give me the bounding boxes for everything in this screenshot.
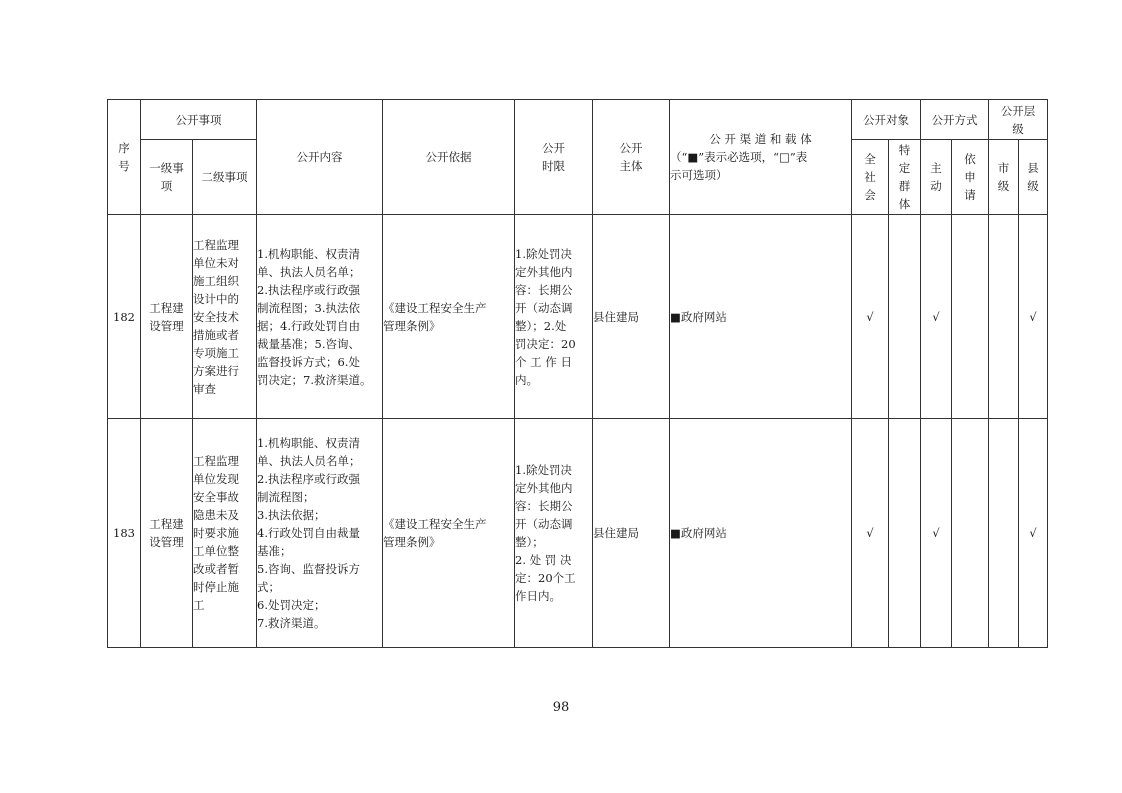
row-channel: ■政府网站 xyxy=(670,215,852,419)
row-level1: 工程建 设管理 xyxy=(141,419,193,648)
header-basis: 公开依据 xyxy=(383,100,515,215)
row-content: 1.机构职能、权责清 单、执法人员名单； 2.执法程序或行政强 制流程图；3.执法依 据；4.行政处罚自由 裁量基准；5.咨询、 监督投诉方式；6.处 罚决定；7.救济渠道。 xyxy=(257,215,383,419)
row-basis: 《建设工程安全生产 管理条例》 xyxy=(383,419,515,648)
header-method-group: 公开方式 xyxy=(921,100,989,140)
header-channel-line1: 公 开 渠 道 和 载 体 xyxy=(709,132,812,146)
header-level-city: 市 级 xyxy=(989,140,1019,215)
header-method-request: 依 申 请 xyxy=(952,140,989,215)
header-audience-all: 全 社 会 xyxy=(852,140,889,215)
row-method-active: √ xyxy=(921,419,952,648)
row-level1: 工程建 设管理 xyxy=(141,215,193,419)
row-method-active: √ xyxy=(921,215,952,419)
row-audience-specific xyxy=(889,215,921,419)
row-level-county: √ xyxy=(1019,215,1048,419)
header-time-limit: 公开 时限 xyxy=(515,100,593,215)
header-level1: 一级事 项 xyxy=(141,140,193,215)
table-row xyxy=(108,419,1048,648)
header-level2: 二级事项 xyxy=(193,140,257,215)
header-method-active: 主 动 xyxy=(921,140,952,215)
row-method-request xyxy=(952,215,989,419)
row-level2: 工程监理 单位发现 安全事故 隐患未及 时要求施 工单位整 改或者暂 时停止施 工 xyxy=(193,419,257,648)
header-seq: 序 号 xyxy=(108,100,141,215)
header-channel xyxy=(670,100,852,215)
page-number: 98 xyxy=(552,700,570,715)
row-basis: 《建设工程安全生产 管理条例》 xyxy=(383,215,515,419)
table-row xyxy=(108,215,1048,419)
row-time-limit: 1.除处罚决 定外其他内 容：长期公 开（动态调 整）； 2. 处 罚 决 定：20个工 作日内。 xyxy=(515,419,593,648)
header-items-group: 公开事项 xyxy=(141,100,257,140)
header-audience-specific: 特 定 群 体 xyxy=(889,140,921,215)
disclosure-table xyxy=(107,99,1048,648)
header-level-group: 公开层 级 xyxy=(989,100,1048,140)
header-audience-group: 公开对象 xyxy=(852,100,921,140)
row-seq: 182 xyxy=(108,215,141,419)
header-channel-line2: （“■”表示必选项，“□”表 xyxy=(670,150,808,164)
row-audience-specific xyxy=(889,419,921,648)
row-audience-all: √ xyxy=(852,215,889,419)
header-content: 公开内容 xyxy=(257,100,383,215)
row-level-city xyxy=(989,215,1019,419)
row-subject: 县住建局 xyxy=(593,419,670,648)
header-level-county: 县 级 xyxy=(1019,140,1048,215)
row-level-city xyxy=(989,419,1019,648)
row-time-limit: 1.除处罚决 定外其他内 容：长期公 开（动态调 整）；2.处 罚决定：20 个 工 作 日 内。 xyxy=(515,215,593,419)
row-method-request xyxy=(952,419,989,648)
row-subject: 县住建局 xyxy=(593,215,670,419)
row-level2: 工程监理 单位未对 施工组织 设计中的 安全技术 措施或者 专项施工 方案进行 审查 xyxy=(193,215,257,419)
row-channel: ■政府网站 xyxy=(670,419,852,648)
row-seq: 183 xyxy=(108,419,141,648)
header-channel-line3: 示可选项） xyxy=(670,168,728,182)
row-audience-all: √ xyxy=(852,419,889,648)
header-subject: 公开 主体 xyxy=(593,100,670,215)
row-content: 1.机构职能、权责清 单、执法人员名单； 2.执法程序或行政强 制流程图； 3.执法依据； 4.行政处罚自由裁量 基准； 5.咨询、监督投诉方 式； 6.处罚决定； 7.救济渠道。 xyxy=(257,419,383,648)
row-level-county: √ xyxy=(1019,419,1048,648)
